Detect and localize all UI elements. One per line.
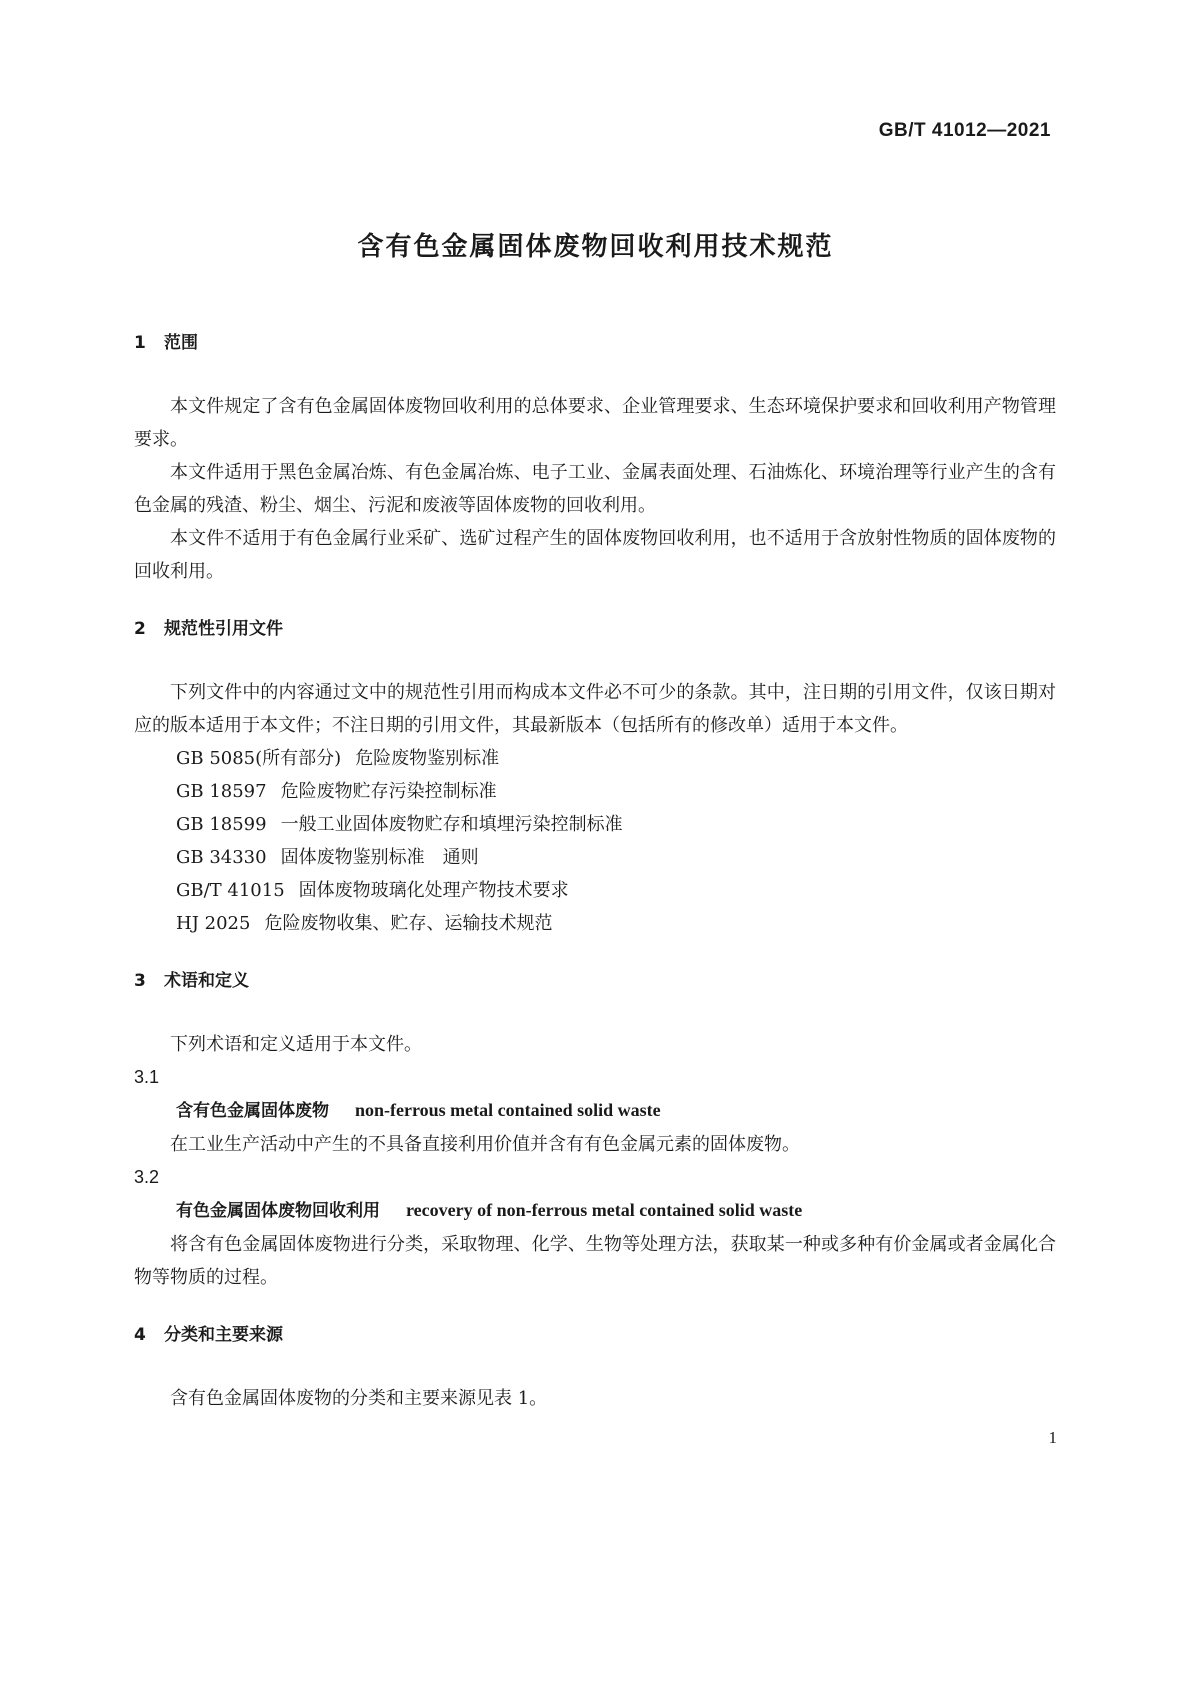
reference-title: 一般工业固体废物贮存和填埋污染控制标准 — [280, 814, 623, 835]
reference-item — [134, 907, 1056, 940]
section-title: 规范性引用文件 — [164, 619, 283, 639]
reference-item — [134, 841, 1056, 874]
reference-code: GB 18597 — [176, 781, 267, 802]
reference-item — [134, 775, 1056, 808]
spacer — [134, 1294, 1056, 1322]
section-number: 2 — [134, 619, 146, 639]
term-number: 3.2 — [134, 1167, 160, 1187]
section-heading-normative-references — [134, 616, 1056, 642]
section-title: 范围 — [164, 333, 198, 353]
term-name — [134, 1094, 1056, 1128]
reference-code: GB 5085(所有部分) — [176, 748, 342, 769]
classification-paragraph: 含有色金属固体废物的分类和主要来源见表 1。 — [170, 1388, 548, 1409]
document-body — [134, 330, 1056, 1415]
page-number: 1 — [1048, 1428, 1057, 1447]
section-number: 3 — [134, 971, 146, 991]
term-name-zh: 含有色金属固体废物 — [176, 1101, 329, 1121]
term-name-en: non-ferrous metal contained solid waste — [355, 1100, 661, 1120]
reference-title: 危险废物贮存污染控制标准 — [280, 781, 497, 802]
term-definition: 在工业生产活动中产生的不具备直接利用价值并含有有色金属元素的固体废物。 — [170, 1134, 800, 1155]
section-title: 术语和定义 — [164, 971, 249, 991]
term-name-en: recovery of non-ferrous metal contained solid waste — [406, 1200, 803, 1220]
spacer — [134, 940, 1056, 968]
section-heading-terms-definitions — [134, 968, 1056, 994]
document-title: 含有色金属固体废物回收利用技术规范 — [357, 232, 834, 262]
reference-title: 固体废物鉴别标准 通则 — [280, 847, 479, 868]
references-intro: 下列文件中的内容通过文中的规范性引用而构成本文件必不可少的条款。其中，注日期的引用文件，仅该日期对应的版本适用于本文件；不注日期的引用文件，其最新版本（包括所有的修改单）适用于本文件。 — [134, 682, 1056, 736]
reference-title: 危险废物收集、贮存、运输技术规范 — [264, 913, 553, 934]
reference-title: 危险废物鉴别标准 — [355, 748, 500, 769]
section-heading-classification-sources — [134, 1322, 1056, 1348]
reference-item — [134, 874, 1056, 907]
section-number: 1 — [134, 333, 146, 353]
scope-paragraph-1: 本文件规定了含有色金属固体废物回收利用的总体要求、企业管理要求、生态环境保护要求和回收利用产物管理要求。 — [134, 396, 1056, 450]
scope-paragraph-2: 本文件适用于黑色金属冶炼、有色金属冶炼、电子工业、金属表面处理、石油炼化、环境治理等行业产生的含有色金属的残渣、粉尘、烟尘、污泥和废液等固体废物的回收利用。 — [134, 462, 1056, 516]
reference-code: GB 18599 — [176, 814, 267, 835]
reference-code: GB 34330 — [176, 847, 267, 868]
standard-code: GB/T 41012—2021 — [878, 120, 1051, 141]
term-name-zh: 有色金属固体废物回收利用 — [176, 1201, 380, 1221]
reference-item — [134, 742, 1056, 775]
term-definition: 将含有色金属固体废物进行分类，采取物理、化学、生物等处理方法，获取某一种或多种有价金属或者金属化合物等物质的过程。 — [134, 1234, 1056, 1288]
spacer — [134, 588, 1056, 616]
scope-paragraph-3: 本文件不适用于有色金属行业采矿、选矿过程产生的固体废物回收利用，也不适用于含放射性物质的固体废物的回收利用。 — [134, 528, 1056, 582]
reference-code: HJ 2025 — [176, 913, 251, 934]
reference-item — [134, 808, 1056, 841]
section-number: 4 — [134, 1325, 146, 1345]
section-heading-scope — [134, 330, 1056, 356]
term-number: 3.1 — [134, 1067, 160, 1087]
section-title: 分类和主要来源 — [164, 1325, 283, 1345]
reference-code: GB/T 41015 — [176, 880, 285, 901]
term-name — [134, 1194, 1056, 1228]
terms-intro: 下列术语和定义适用于本文件。 — [170, 1034, 422, 1055]
reference-title: 固体废物玻璃化处理产物技术要求 — [298, 880, 569, 901]
